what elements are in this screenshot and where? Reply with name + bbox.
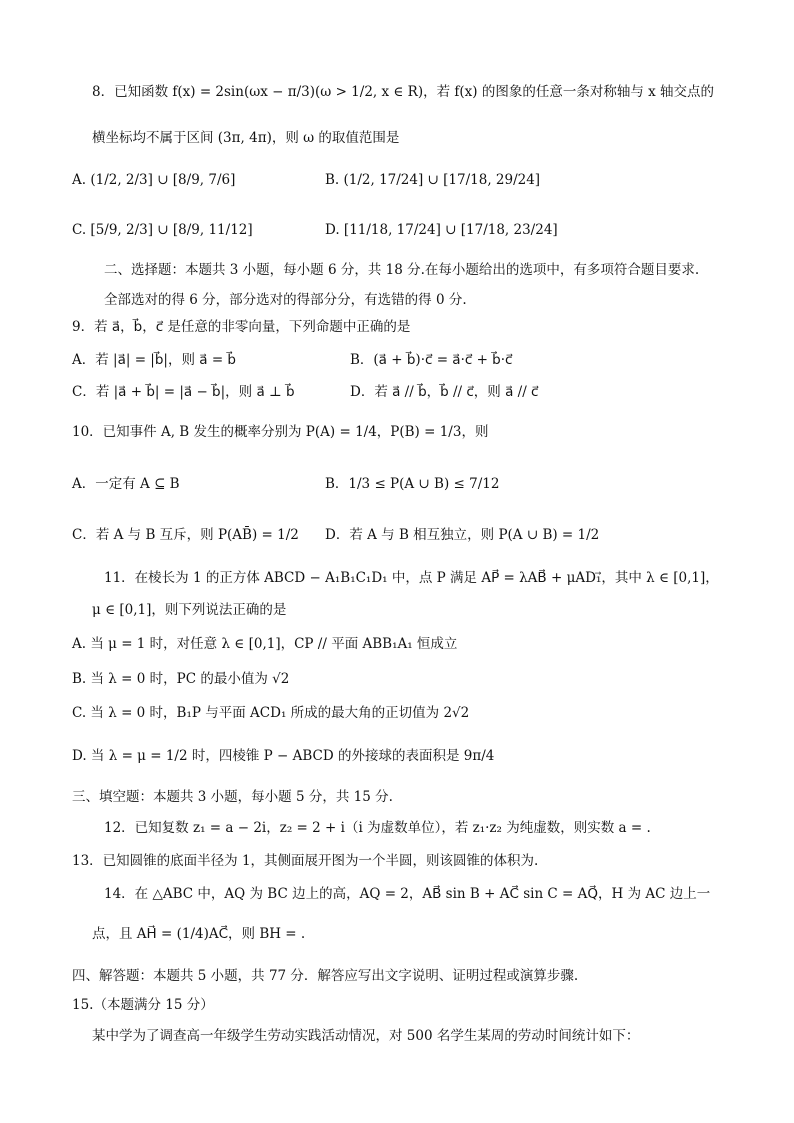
q10-stem: 10．已知事件 A, B 发生的概率分别为 P(A) = 1/4，P(B) = 1/3，则	[72, 424, 489, 440]
q10-option-b: B．1/3 ≤ P(A ∪ B) ≤ 7/12	[325, 476, 500, 492]
q11-option-c: C. 当 λ = 0 时，B₁P 与平面 ACD₁ 所成的最大角的正切值为 2√2	[72, 705, 470, 721]
section-4-title: 四、解答题：本题共 5 小题，共 77 分．解答应写出文字说明、证明过程或演算步骤.	[72, 968, 579, 984]
q10-option-a: A．一定有 A ⊆ B	[72, 476, 180, 492]
section-2-line2: 全部选对的得 6 分，部分选对的得部分分，有选错的得 0 分.	[104, 292, 467, 308]
q9-option-d: D．若 a⃗ // b⃗，b⃗ // c⃗，则 a⃗ // c⃗	[350, 384, 539, 400]
q11-stem-line2: μ ∈ [0,1]，则下列说法正确的是	[92, 602, 287, 618]
q11-option-a: A. 当 μ = 1 时，对任意 λ ∈ [0,1]，CP // 平面 ABB₁A₁ 恒成立	[72, 636, 458, 652]
q15-heading: 15.（本题满分 15 分）	[72, 997, 214, 1013]
section-3-title: 三、填空题：本题共 3 小题，每小题 5 分，共 15 分.	[72, 789, 393, 805]
q10-option-c: C．若 A 与 B 互斥，则 P(AB̄) = 1/2	[72, 527, 299, 543]
q9-stem: 9．若 a⃗，b⃗，c⃗ 是任意的非零向量，下列命题中正确的是	[72, 319, 411, 335]
section-2-title: 二、选择题：本题共 3 小题，每小题 6 分，共 18 分.在每小题给出的选项中，有多项符合题目要求.	[104, 262, 700, 278]
q11-stem-line1: 11．在棱长为 1 的正方体 ABCD − A₁B₁C₁D₁ 中，点 P 满足 AP⃗ = λAB⃗ + μAD₁⃗，其中 λ ∈ [0,1]，	[104, 570, 719, 586]
q14-stem-line2: 点，且 AH⃗ = (1/4)AC⃗，则 BH = .	[92, 926, 306, 942]
q8-option-a: A. (1/2, 2/3] ∪ [8/9, 7/6]	[72, 172, 236, 188]
q11-option-d: D. 当 λ = μ = 1/2 时，四棱锥 P − ABCD 的外接球的表面积是 9π/4	[72, 748, 495, 764]
q9-option-c: C．若 |a⃗ + b⃗| = |a⃗ − b⃗|，则 a⃗ ⊥ b⃗	[72, 384, 295, 400]
q8-option-c: C. [5/9, 2/3] ∪ [8/9, 11/12]	[72, 222, 253, 238]
q15-stem: 某中学为了调查高一年级学生劳动实践活动情况，对 500 名学生某周的劳动时间统计如下：	[92, 1028, 640, 1044]
q9-option-b: B．(a⃗ + b⃗)·c⃗ = a⃗·c⃗ + b⃗·c⃗	[350, 352, 513, 368]
q9-option-a: A．若 |a⃗| = |b⃗|，则 a⃗ = b⃗	[72, 352, 236, 368]
q10-option-d: D．若 A 与 B 相互独立，则 P(A ∪ B) = 1/2	[325, 527, 600, 543]
q8-stem-line2: 横坐标均不属于区间 (3π, 4π)，则 ω 的取值范围是	[92, 130, 400, 146]
q11-option-b: B. 当 λ = 0 时，PC 的最小值为 √2	[72, 671, 290, 687]
q13-stem: 13．已知圆锥的底面半径为 1，其侧面展开图为一个半圆，则该圆锥的体积为.	[72, 853, 539, 869]
q8-stem-line1: 8．已知函数 f(x) = 2sin(ωx − π/3)(ω > 1/2, x ∈ R)，若 f(x) 的图象的任意一条对称轴与 x 轴交点的	[92, 84, 715, 100]
q14-stem-line1: 14．在 △ABC 中，AQ 为 BC 边上的高，AQ = 2，AB⃗ sin B + AC⃗ sin C = AQ⃗，H 为 AC 边上一	[104, 886, 711, 902]
q12-stem: 12．已知复数 z₁ = a − 2i，z₂ = 2 + i（i 为虚数单位），若 z₁·z₂ 为纯虚数，则实数 a = .	[104, 820, 651, 836]
q8-option-b: B. (1/2, 17/24] ∪ [17/18, 29/24]	[325, 172, 541, 188]
q8-option-d: D. [11/18, 17/24] ∪ [17/18, 23/24]	[325, 222, 558, 238]
